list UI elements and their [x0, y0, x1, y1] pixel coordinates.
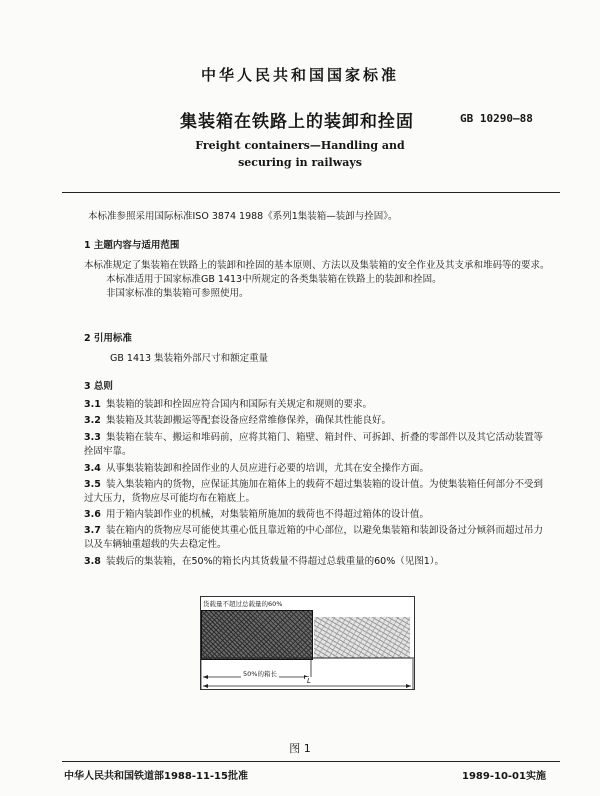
clause-text: 集装箱的装卸和拴固应符合国内和国际有关规定和规则的要求。 — [106, 399, 373, 410]
clause-3-6 — [84, 508, 552, 522]
section1-heading: 1 主题内容与适用范围 — [84, 240, 180, 251]
clause-number: 3.5 — [84, 479, 101, 490]
clause-text: 装在箱内的货物应尽可能使其重心低且靠近箱的中心部位，以避免集装箱和装卸设备过分倾斜而超过吊力以及车辆轴重超载的失去稳定性。 — [84, 525, 544, 550]
section1-para2: 本标准适用于国家标准GB 1413中所规定的各类集装箱在铁路上的装卸和拴固。 — [106, 274, 442, 285]
section1-para3: 非国家标准的集装箱可参照使用。 — [106, 288, 249, 299]
clause-number: 3.8 — [84, 556, 101, 567]
section3-heading: 3 总则 — [84, 381, 113, 392]
figure-caption: 图 1 — [289, 742, 311, 755]
section2-ref: GB 1413 集装箱外部尺寸和额定重量 — [110, 353, 269, 364]
title-en-line2: securing in railways — [238, 156, 362, 169]
half-length-label: 50%的箱长 — [243, 670, 277, 678]
clause-text: 集装箱在装车、搬运和堆码前，应将其箱门、箱壁、箱封件、可拆卸、折叠的零部件以及其它活动装置等拴固牢靠。 — [84, 432, 544, 457]
clause-3-4 — [84, 462, 552, 476]
dimension-lines — [201, 597, 414, 689]
title-en-line1: Freight containers—Handling and — [195, 139, 405, 152]
clause-number: 3.2 — [84, 415, 101, 426]
section1-para1: 本标准规定了集装箱在铁路上的装卸和拴固的基本原则、方法以及集装箱的安全作业及其支承和堆码等的要求。 — [84, 260, 550, 271]
document-title-en — [0, 137, 600, 171]
document-title-cn: 集装箱在铁路上的装卸和拴固 — [180, 112, 414, 132]
section2-heading: 2 引用标准 — [84, 333, 132, 344]
clause-3-7 — [84, 524, 552, 552]
cargo-limit-label: 货载量不超过总载量的60% — [203, 600, 283, 608]
clause-3-2 — [84, 414, 552, 428]
clause-text: 用于箱内装卸作业的机械，对集装箱所施加的载荷也不得超过箱体的设计值。 — [106, 509, 430, 520]
clause-number: 3.3 — [84, 432, 101, 443]
clause-number: 3.7 — [84, 525, 101, 536]
clause-number: 3.4 — [84, 463, 101, 474]
intro-paragraph: 本标准参照采用国际标准ISO 3874 1988《系列1集装箱—装卸与拴固》。 — [88, 211, 398, 222]
clause-3-8 — [84, 555, 552, 569]
clause-number: 3.6 — [84, 509, 101, 520]
clause-text: 装入集装箱内的货物，应保证其施加在箱体上的载荷不超过集装箱的设计值。为使集装箱任何部分不受到过大压力，货物应尽可能均布在箱底上。 — [84, 479, 544, 504]
clause-3-3 — [84, 431, 552, 459]
effective-date: 1989-10-01实施 — [462, 771, 546, 782]
clause-3-1 — [84, 398, 552, 412]
clause-text: 集装箱及其装卸搬运等配套设备应经常维修保养，确保其性能良好。 — [106, 415, 392, 426]
figure-1-container-diagram — [200, 596, 415, 690]
header-divider — [62, 192, 560, 193]
national-standard-label: 中华人民共和国国家标准 — [200, 66, 399, 84]
approval-date: 中华人民共和国铁道部1988-11-15批准 — [64, 771, 248, 782]
length-label: L — [307, 677, 311, 685]
clause-text: 装载后的集装箱，在50%的箱长内其货载量不得超过总载重量的60%（见图1）。 — [106, 556, 445, 567]
standard-code: GB 10290—88 — [460, 112, 533, 125]
clause-text: 从事集装箱装卸和拴固作业的人员应进行必要的培训，尤其在安全操作方面。 — [106, 463, 430, 474]
footer-divider — [62, 761, 560, 762]
clause-3-5 — [84, 478, 552, 506]
section1-body — [84, 259, 552, 301]
clause-number: 3.1 — [84, 399, 101, 410]
